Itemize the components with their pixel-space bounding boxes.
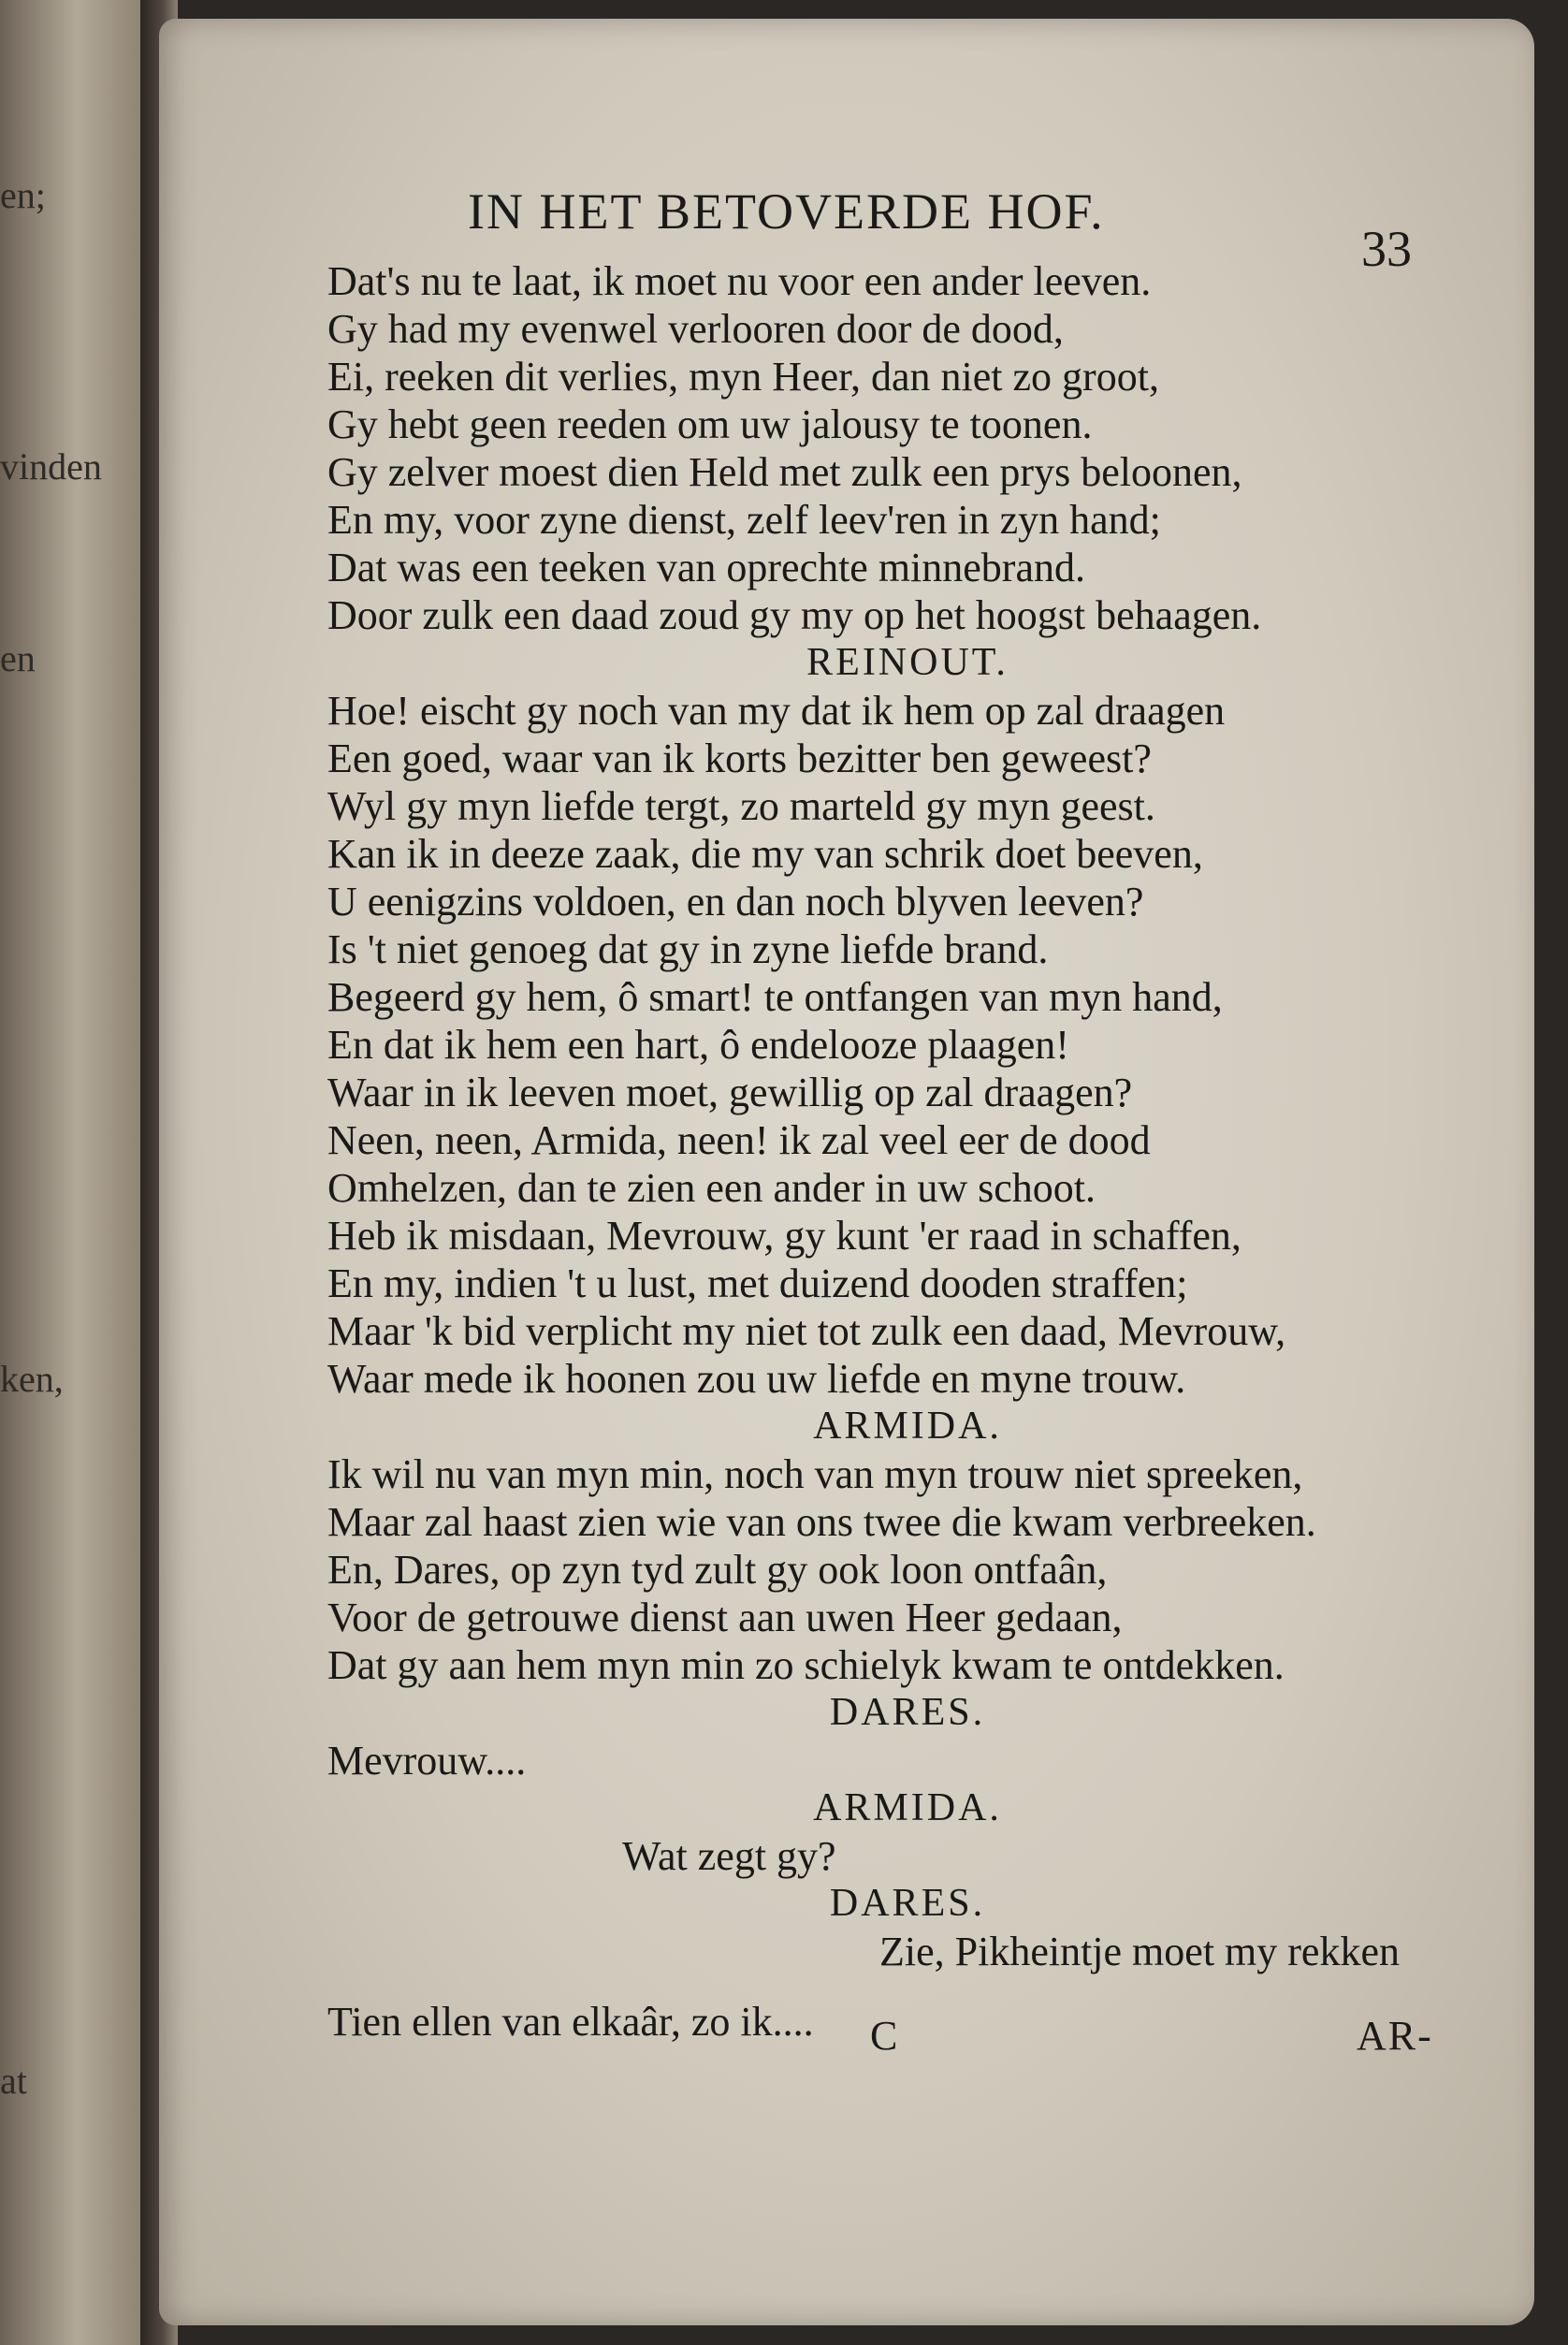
verse-line: Dat's nu te laat, ik moet nu voor een ander leeven. (327, 258, 1152, 304)
verse-line: Voor de getrouwe dienst aan uwen Heer gedaan, (327, 1595, 1123, 1640)
verse-line: Kan ik in deeze zaak, die my van schrik doet beeven, (327, 831, 1203, 877)
speaker-heading: ARMIDA. (813, 1786, 1002, 1829)
signature-mark: C (870, 2013, 898, 2059)
page-number: 33 (1361, 221, 1412, 277)
verse-line: Omhelzen, dan te zien een ander in uw schoot. (327, 1165, 1096, 1211)
verse-line: Een goed, waar van ik korts bezitter ben geweest? (327, 736, 1152, 781)
verse-line: Wyl gy myn liefde tergt, zo marteld gy myn geest. (327, 783, 1155, 829)
speaker-heading: REINOUT. (806, 641, 1009, 684)
catchword: AR- (1357, 2013, 1433, 2059)
verse-line: Ei, reeken dit verlies, myn Heer, dan niet zo groot, (327, 354, 1159, 400)
verse-line: Maar 'k bid verplicht my niet tot zulk een daad, Mevrouw, (327, 1308, 1286, 1354)
verse-line: En my, indien 't u lust, met duizend dooden straffen; (327, 1260, 1188, 1306)
facing-page-fragment: en (0, 637, 36, 679)
verse-line: Gy hebt geen reeden om uw jalousy te toonen. (327, 401, 1093, 447)
verse-line: Dat was een teeken van oprechte minnebrand. (327, 545, 1085, 590)
verse-line: En my, voor zyne dienst, zelf leev'ren in zyn hand; (327, 497, 1161, 543)
verse-line: Wat zegt gy? (622, 1833, 836, 1879)
verse-line: En, Dares, op zyn tyd zult gy ook loon ontfaân, (327, 1547, 1108, 1593)
facing-page-fragment: vinden (0, 445, 102, 488)
facing-page-edge (0, 0, 146, 2345)
verse-line: Dat gy aan hem myn min zo schielyk kwam te ontdekken. (327, 1642, 1285, 1688)
speaker-heading: DARES. (829, 1882, 986, 1925)
verse-line: Hoe! eischt gy noch van my dat ik hem op zal draagen (327, 688, 1226, 734)
verse-line: Ik wil nu van myn min, noch van myn trouw niet spreeken, (327, 1451, 1303, 1497)
page-footer (327, 2012, 1450, 2068)
verse-line: Gy had my evenwel verlooren door de dood, (327, 306, 1064, 352)
verse-line: Zie, Pikheintje moet my rekken (879, 1929, 1400, 1974)
verse-line: Maar zal haast zien wie van ons twee die kwam verbreeken. (327, 1499, 1316, 1545)
verse-line: Gy zelver moest dien Held met zulk een prys beloonen, (327, 449, 1242, 495)
verse-line: U eenigzins voldoen, en dan noch blyven leeven? (327, 879, 1144, 925)
book-page (159, 19, 1534, 2325)
verse-line: En dat ik hem een hart, ô endelooze plaagen! (327, 1022, 1069, 1068)
verse-line: Tien ellen van elkaâr, zo ik.... (327, 1999, 814, 2045)
verse-line: Waar mede ik hoonen zou uw liefde en myne trouw. (327, 1356, 1186, 1402)
facing-page-fragment: at (0, 2060, 27, 2102)
verse-line: Neen, neen, Armida, neen! ik zal veel eer de dood (327, 1117, 1151, 1163)
verse-line: Is 't niet genoeg dat gy in zyne liefde brand. (327, 926, 1049, 972)
speaker-heading: ARMIDA. (813, 1405, 1002, 1448)
verse-line: Heb ik misdaan, Mevrouw, gy kunt 'er raad in schaffen, (327, 1213, 1241, 1259)
facing-page-fragment: ken, (0, 1358, 64, 1400)
speaker-heading: DARES. (829, 1691, 986, 1734)
verse-line: Waar in ik leeven moet, gewillig op zal draagen? (327, 1070, 1133, 1115)
verse-line: Door zulk een daad zoud gy my op het hoogst behaagen. (327, 592, 1262, 638)
facing-page-fragment: en; (0, 174, 46, 216)
verse-line: Mevrouw.... (327, 1738, 527, 1784)
running-head: IN HET BETOVERDE HOF. (468, 183, 1105, 240)
verse-line: Begeerd gy hem, ô smart! te ontfangen van myn hand, (327, 974, 1223, 1020)
verse-text-block (327, 257, 1450, 2046)
